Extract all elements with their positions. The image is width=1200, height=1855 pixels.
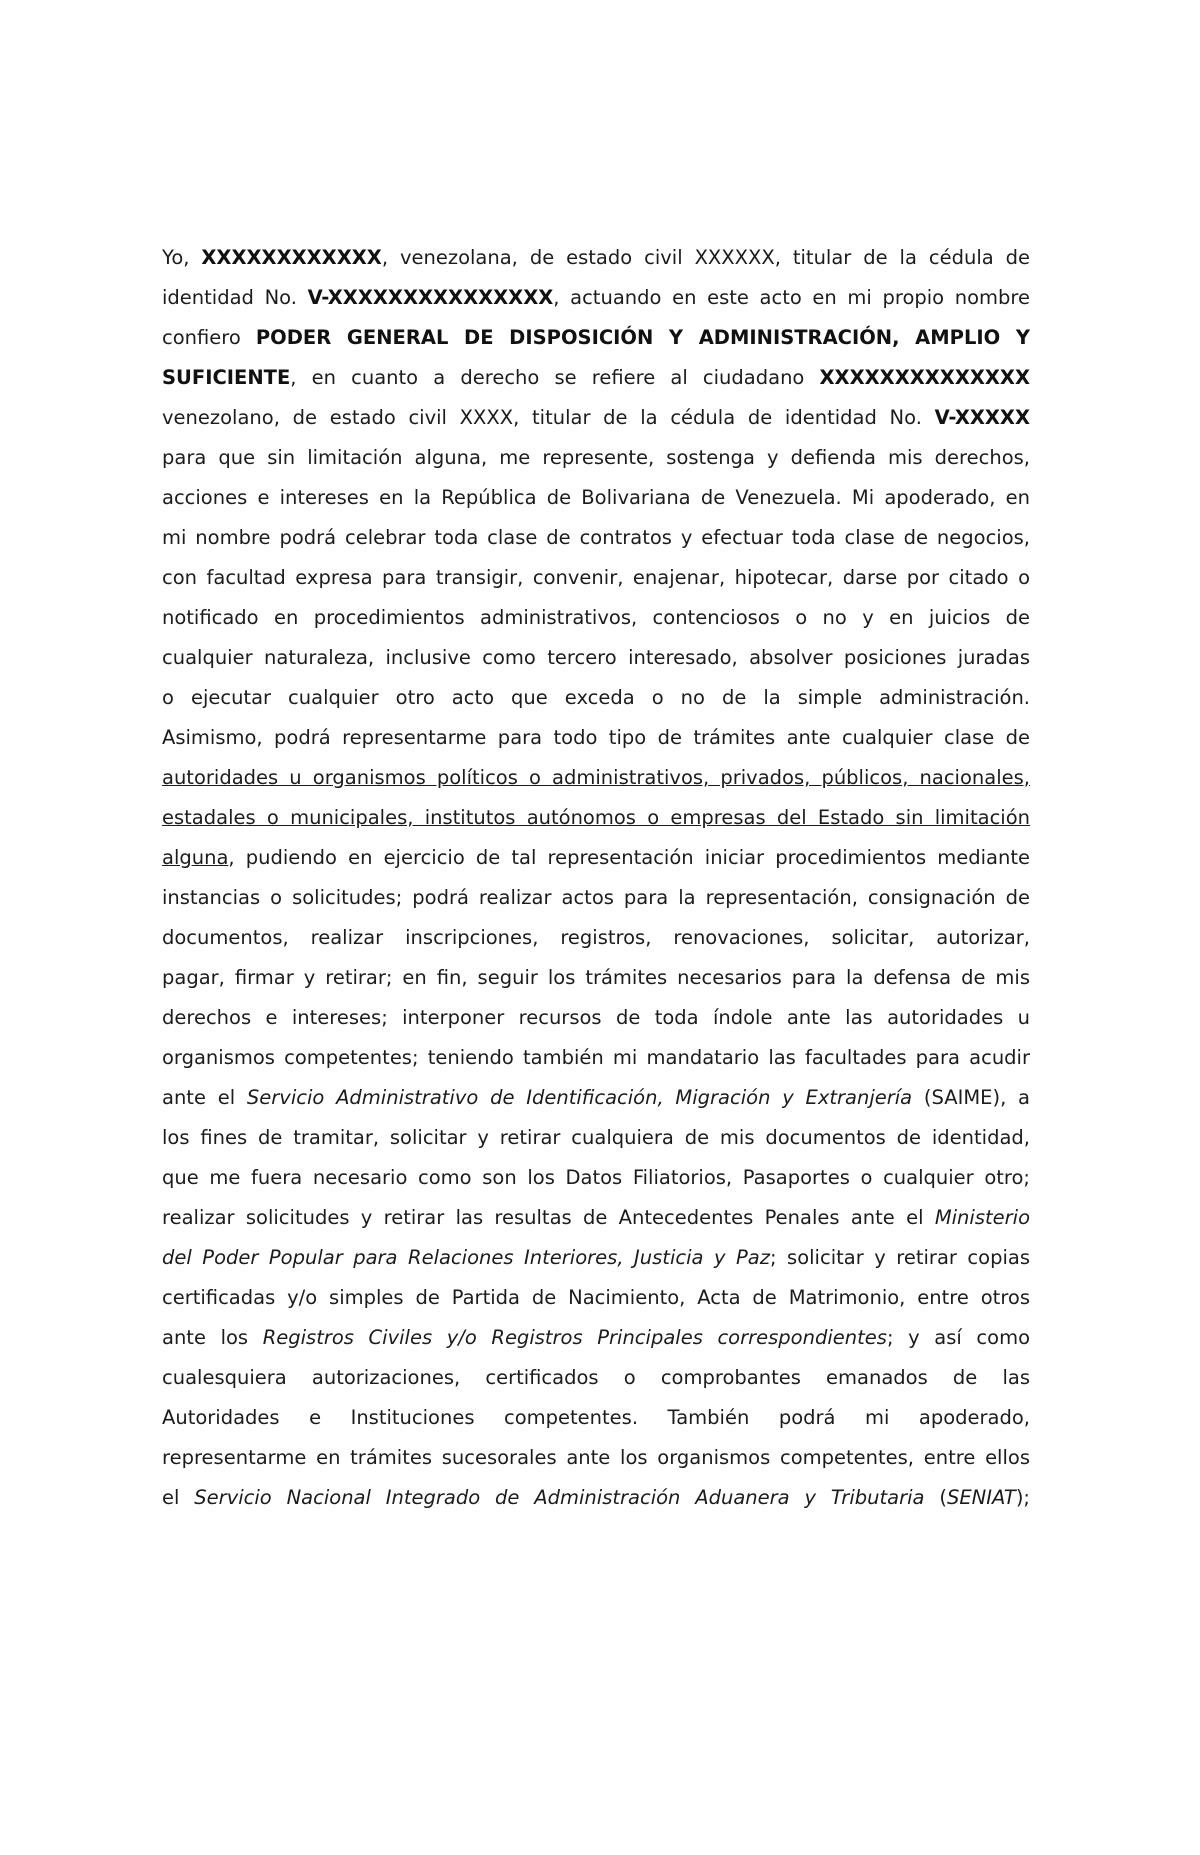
text-run: (SAIME), a bbox=[912, 1086, 1030, 1109]
text-run: venezolano, de estado civil XXXX, titular de la cédula de identidad No. bbox=[162, 406, 935, 429]
text-run: derechos e intereses; interponer recursos de toda índole ante las autoridades u bbox=[162, 1006, 1030, 1029]
text-run: confiero bbox=[162, 326, 256, 349]
italic-text-run: SENIAT bbox=[946, 1486, 1016, 1509]
document-line bbox=[162, 398, 1030, 438]
text-run: identidad No. bbox=[162, 286, 308, 309]
text-run: ); bbox=[1015, 1486, 1030, 1509]
text-run: Asimismo, podrá representarme para todo tipo de trámites ante cualquier clase de bbox=[162, 726, 1030, 749]
text-run: los fines de tramitar, solicitar y retirar cualquiera de mis documentos de identidad, bbox=[162, 1126, 1030, 1149]
text-run: cualquier naturaleza, inclusive como tercero interesado, absolver posiciones juradas bbox=[162, 646, 1030, 669]
document-line bbox=[162, 878, 1030, 918]
text-run: cualesquiera autorizaciones, certificados o comprobantes emanados de las bbox=[162, 1366, 1030, 1389]
power-of-attorney-text bbox=[162, 238, 1030, 1518]
document-line bbox=[162, 1198, 1030, 1238]
document-line bbox=[162, 1398, 1030, 1438]
text-run: , pudiendo en ejercicio de tal representación iniciar procedimientos mediante bbox=[228, 846, 1030, 869]
document-line bbox=[162, 358, 1030, 398]
text-run: ; y así como bbox=[886, 1326, 1030, 1349]
document-line bbox=[162, 638, 1030, 678]
text-run: ante los bbox=[162, 1326, 263, 1349]
text-run: organismos competentes; teniendo también mi mandatario las facultades para acudir bbox=[162, 1046, 1030, 1069]
document-line bbox=[162, 1318, 1030, 1358]
text-run: documentos, realizar inscripciones, registros, renovaciones, solicitar, autorizar, bbox=[162, 926, 1030, 949]
text-run: , venezolana, de estado civil XXXXXX, titular de la cédula de bbox=[381, 246, 1030, 269]
text-run: el bbox=[162, 1486, 195, 1509]
document-line bbox=[162, 1478, 1030, 1518]
document-line bbox=[162, 758, 1030, 798]
italic-text-run: Servicio Nacional Integrado de Administración Aduanera y Tributaria bbox=[194, 1486, 925, 1509]
document-line bbox=[162, 1158, 1030, 1198]
document-line bbox=[162, 1278, 1030, 1318]
document-line bbox=[162, 718, 1030, 758]
text-run: que me fuera necesario como son los Datos Filiatorios, Pasaportes o cualquier otro; bbox=[162, 1166, 1030, 1189]
bold-text-run: XXXXXXXXXXXXXX bbox=[819, 366, 1030, 389]
document-line bbox=[162, 1358, 1030, 1398]
text-run: notificado en procedimientos administrativos, contenciosos o no y en juicios de bbox=[162, 606, 1030, 629]
underlined-text-run: estadales o municipales, institutos autónomos o empresas del Estado sin limitación bbox=[162, 806, 1030, 829]
bold-text-run: XXXXXXXXXXXX bbox=[201, 246, 382, 269]
text-run: , en cuanto a derecho se refiere al ciudadano bbox=[290, 366, 820, 389]
document-line bbox=[162, 1118, 1030, 1158]
text-run: instancias o solicitudes; podrá realizar actos para la representación, consignación de bbox=[162, 886, 1030, 909]
document-line bbox=[162, 798, 1030, 838]
text-run: Yo, bbox=[162, 246, 202, 269]
text-run: certificadas y/o simples de Partida de Nacimiento, Acta de Matrimonio, entre otros bbox=[162, 1286, 1030, 1309]
document-line bbox=[162, 318, 1030, 358]
text-run: ante el bbox=[162, 1086, 247, 1109]
bold-text-run: V-XXXXXXXXXXXXXXX bbox=[307, 286, 554, 309]
text-run: ; solicitar y retirar copias bbox=[769, 1246, 1030, 1269]
underlined-text-run: alguna bbox=[162, 846, 229, 869]
document-line bbox=[162, 1078, 1030, 1118]
document-line bbox=[162, 438, 1030, 478]
text-run: mi nombre podrá celebrar toda clase de contratos y efectuar toda clase de negocios, bbox=[162, 526, 1030, 549]
document-line bbox=[162, 238, 1030, 278]
italic-text-run: del Poder Popular para Relaciones Interiores, Justicia y Paz bbox=[162, 1246, 770, 1269]
text-run: representarme en trámites sucesorales ante los organismos competentes, entre ellos bbox=[162, 1446, 1030, 1469]
document-line bbox=[162, 598, 1030, 638]
bold-text-run: PODER GENERAL DE DISPOSICIÓN Y ADMINISTRACIÓN, AMPLIO Y bbox=[255, 326, 1030, 349]
document-line bbox=[162, 1238, 1030, 1278]
document-line bbox=[162, 1438, 1030, 1478]
document-line bbox=[162, 478, 1030, 518]
document-line bbox=[162, 678, 1030, 718]
document-line bbox=[162, 518, 1030, 558]
document-line bbox=[162, 278, 1030, 318]
document-line bbox=[162, 838, 1030, 878]
document-line bbox=[162, 1038, 1030, 1078]
document-line bbox=[162, 918, 1030, 958]
text-run: realizar solicitudes y retirar las resultas de Antecedentes Penales ante el bbox=[162, 1206, 935, 1229]
document-line bbox=[162, 558, 1030, 598]
document-line bbox=[162, 958, 1030, 998]
underlined-text-run: autoridades u organismos políticos o administrativos, privados, públicos, nacionales, bbox=[162, 766, 1030, 789]
bold-text-run: V-XXXXX bbox=[934, 406, 1030, 429]
text-run: pagar, firmar y retirar; en fin, seguir los trámites necesarios para la defensa de mis bbox=[162, 966, 1030, 989]
italic-text-run: Registros Civiles y/o Registros Principales correspondientes bbox=[262, 1326, 887, 1349]
italic-text-run: Ministerio bbox=[934, 1206, 1030, 1229]
document-line bbox=[162, 998, 1030, 1038]
bold-text-run: SUFICIENTE bbox=[162, 366, 291, 389]
text-run: con facultad expresa para transigir, convenir, enajenar, hipotecar, darse por citado o bbox=[162, 566, 1030, 589]
text-run: para que sin limitación alguna, me represente, sostenga y defienda mis derechos, bbox=[162, 446, 1030, 469]
text-run: , actuando en este acto en mi propio nombre bbox=[553, 286, 1030, 309]
text-run: Autoridades e Instituciones competentes. También podrá mi apoderado, bbox=[162, 1406, 1030, 1429]
text-run: acciones e intereses en la República de Bolivariana de Venezuela. Mi apoderado, en bbox=[162, 486, 1030, 509]
text-run: ( bbox=[924, 1486, 947, 1509]
italic-text-run: Servicio Administrativo de Identificación, Migración y Extranjería bbox=[246, 1086, 913, 1109]
text-run: o ejecutar cualquier otro acto que exceda o no de la simple administración. bbox=[162, 686, 1030, 709]
